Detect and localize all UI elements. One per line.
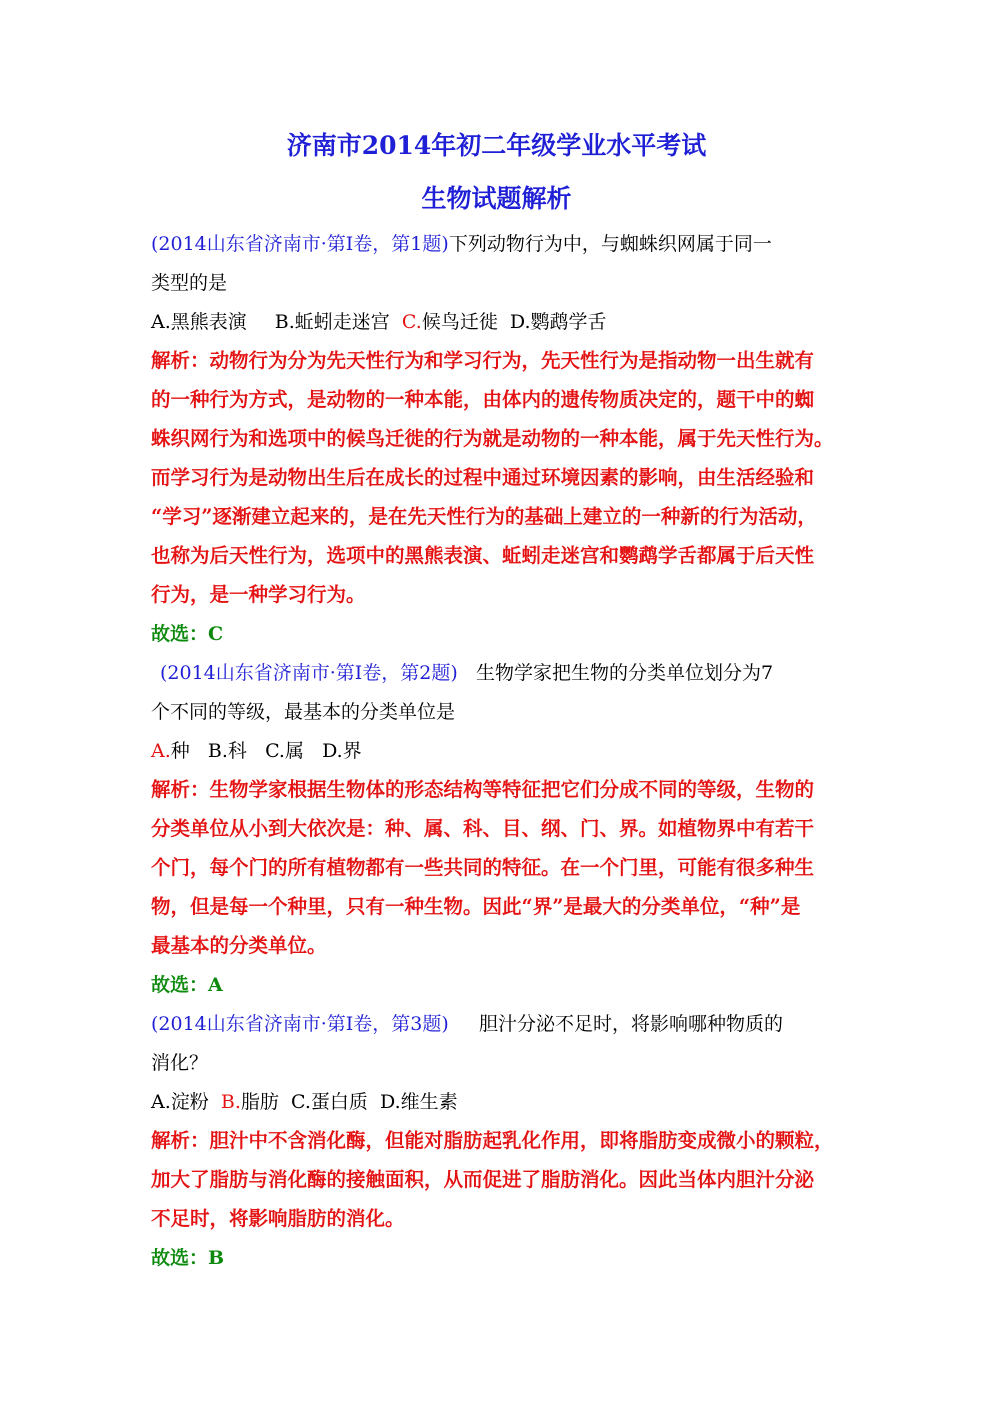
question-1-option-d-letter: D. <box>509 311 531 333</box>
question-1-stem: 下列动物行为中，与蜘蛛织网属于同一 <box>448 233 772 255</box>
question-3-answer: 故选：B <box>151 1247 225 1269</box>
question-2-source: (2014山东省济南市·第Ⅰ卷，第2题) <box>160 662 458 684</box>
question-2-option-b: 科 <box>227 740 247 762</box>
document-title: 济南市2014年初二年级学业水平考试 <box>286 131 707 160</box>
question-1-option-a-letter: A. <box>151 311 171 333</box>
question-3-options <box>151 1089 851 1115</box>
question-2-explanation-line: 分类单位从小到大依次是：种、属、科、目、纲、门、界。如植物界中有若干 <box>151 817 815 840</box>
question-3-explanation-line: 加大了脂肪与消化酶的接触面积，从而促进了脂肪消化。因此当体内胆汁分泌 <box>151 1168 815 1191</box>
question-1-explanation-line: 而学习行为是动物出生后在成长的过程中通过环境因素的影响，由生活经验和 <box>151 466 815 489</box>
question-3-line-1 <box>151 1011 851 1037</box>
question-3-explanation-line: 解析：胆汁中不含消化酶，但能对脂肪起乳化作用，即将脂肪变成微小的颗粒， <box>151 1129 834 1152</box>
question-3-option-b-letter: B. <box>220 1091 241 1113</box>
question-2-stem-cont: 个不同的等级，最基本的分类单位是 <box>151 701 456 723</box>
question-3-option-c-letter: C. <box>291 1091 311 1113</box>
question-1-explanation-line: “学习”逐渐建立起来的，是在先天性行为的基础上建立的一种新的行为活动， <box>151 505 817 528</box>
question-2-explanation-line: 最基本的分类单位。 <box>151 934 327 957</box>
question-1-option-a: 黑熊表演 <box>170 311 247 333</box>
question-2-option-d: 界 <box>342 740 362 762</box>
question-1-answer: 故选：C <box>151 623 224 645</box>
question-3-option-b: 脂肪 <box>240 1091 279 1113</box>
question-2-explanation-line: 个门，每个门的所有植物都有一些共同的特征。在一个门里，可能有很多种生 <box>151 856 815 879</box>
question-2-answer: 故选：A <box>151 974 223 996</box>
question-3-option-a-letter: A. <box>151 1091 171 1113</box>
question-2-line-1 <box>160 660 860 686</box>
question-2-option-c-letter: C. <box>265 740 285 762</box>
question-2-option-d-letter: D. <box>322 740 343 762</box>
question-1-option-b-letter: B. <box>274 311 295 333</box>
question-1-explanation-line: 的一种行为方式，是动物的一种本能，由体内的遗传物质决定的，题干中的蜘 <box>151 388 815 411</box>
question-1-option-c: 候鸟迁徙 <box>421 311 498 333</box>
question-1-source: (2014山东省济南市·第Ⅰ卷，第1题) <box>151 233 449 255</box>
question-1-explanation-line: 解析：动物行为分为先天性行为和学习行为，先天性行为是指动物一出生就有 <box>151 349 815 372</box>
question-3-explanation-line: 不足时，将影响脂肪的消化。 <box>151 1207 405 1230</box>
question-1-explanation-line: 也称为后天性行为，选项中的黑熊表演、蚯蚓走迷宫和鹦鹉学舌都属于后天性 <box>151 544 815 567</box>
question-2-explanation-line: 物，但是每一个种里，只有一种生物。因此“界”是最大的分类单位，“种”是 <box>151 895 801 918</box>
question-2-option-a-letter: A. <box>151 740 171 762</box>
question-2-option-a: 种 <box>170 740 190 762</box>
question-1-explanation-line: 行为，是一种学习行为。 <box>151 583 366 606</box>
question-1-option-c-letter: C. <box>401 311 422 333</box>
question-2-stem: 生物学家把生物的分类单位划分为7 <box>475 662 774 684</box>
question-1-stem-cont: 类型的是 <box>151 272 228 294</box>
question-3-option-d: 维生素 <box>400 1091 458 1113</box>
question-1-option-b: 蚯蚓走迷宫 <box>294 311 390 333</box>
question-3-option-a: 淀粉 <box>170 1091 209 1113</box>
question-2-options <box>151 738 851 764</box>
question-1-options <box>151 309 851 335</box>
question-1-line-1 <box>151 231 851 257</box>
question-3-option-d-letter: D. <box>380 1091 401 1113</box>
question-1-explanation-line: 蛛织网行为和选项中的候鸟迁徙的行为就是动物的一种本能，属于先天性行为。 <box>151 427 834 450</box>
question-2-explanation-line: 解析：生物学家根据生物体的形态结构等特征把它们分成不同的等级，生物的 <box>151 778 815 801</box>
question-3-stem-cont: 消化？ <box>151 1052 209 1074</box>
question-1-option-d: 鹦鹉学舌 <box>530 311 607 333</box>
question-3-stem: 胆汁分泌不足时，将影响哪种物质的 <box>479 1013 784 1035</box>
question-3-option-c: 蛋白质 <box>310 1091 368 1113</box>
question-2-option-b-letter: B. <box>207 740 228 762</box>
document-subtitle: 生物试题解析 <box>421 184 572 213</box>
question-3-source: (2014山东省济南市·第Ⅰ卷，第3题) <box>151 1013 449 1035</box>
question-2-option-c: 属 <box>284 740 304 762</box>
